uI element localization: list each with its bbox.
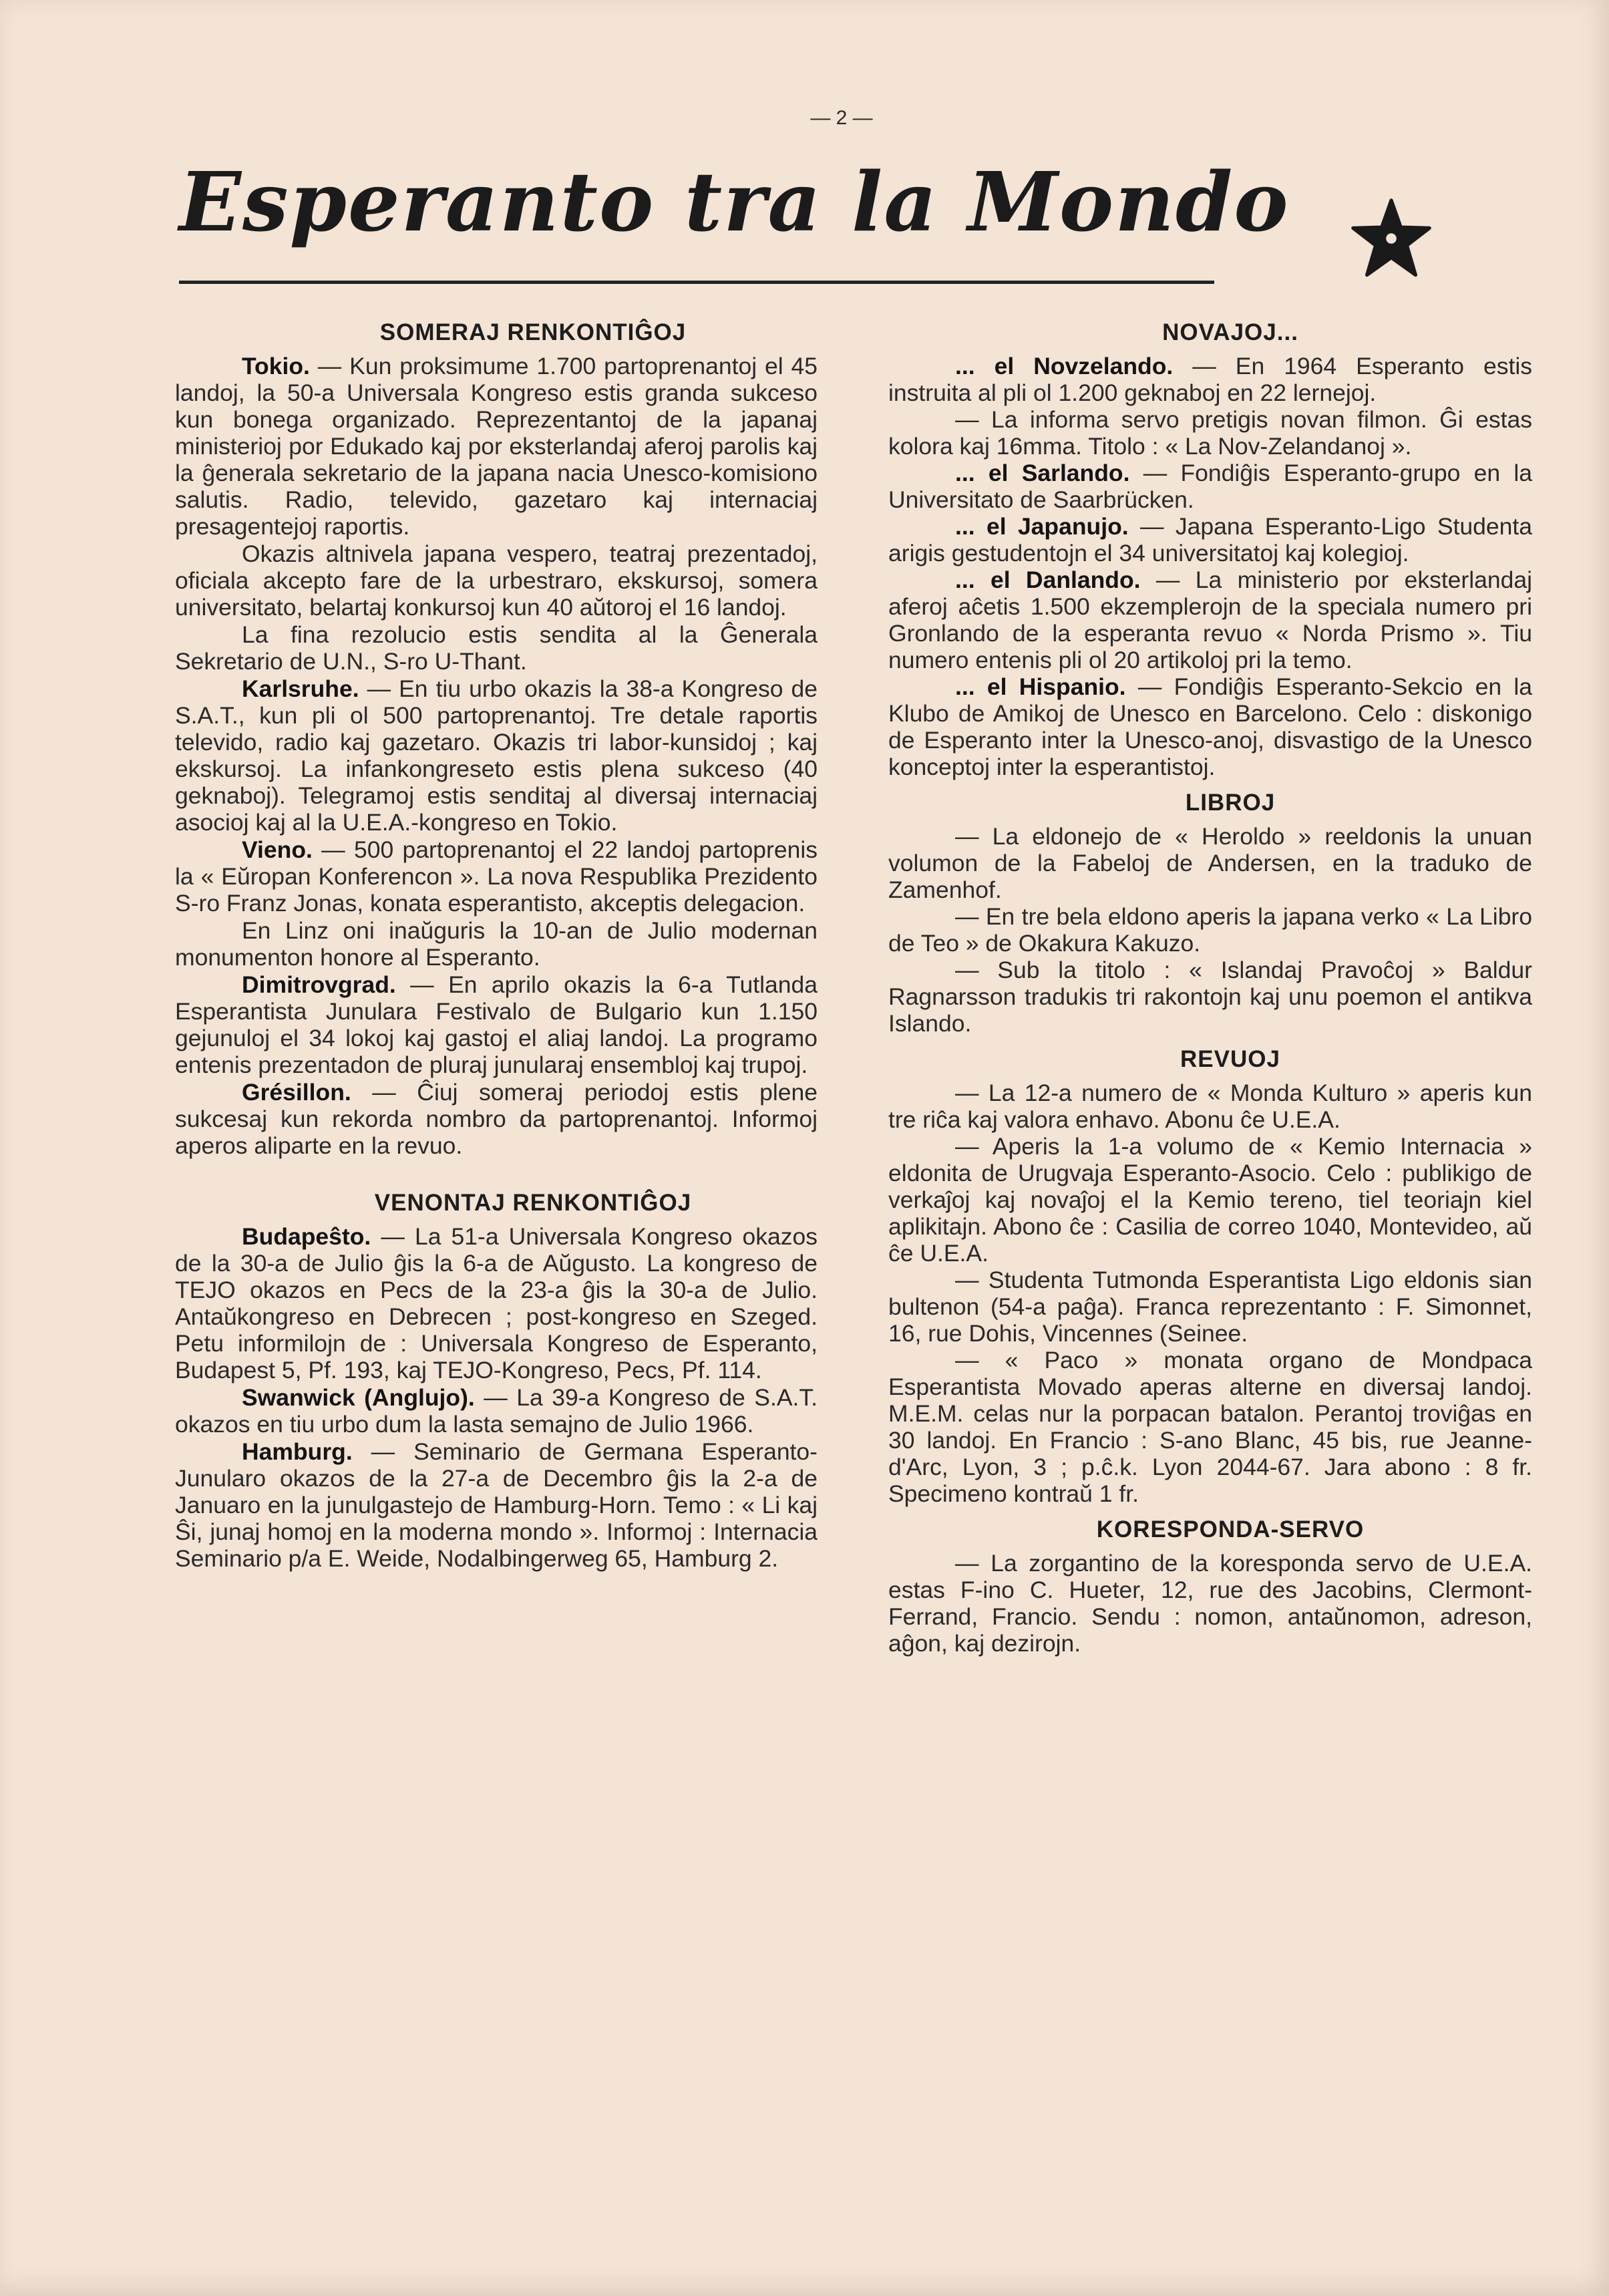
dateline: ... el Japanujo. bbox=[955, 513, 1129, 540]
paragraph-text: — Seminario de Germana Esperanto-Junularo okazos de la 27-a de Decembro ĝis la 2-a de Januaro en la junulgastejo de Hamburg-Horn. Temo : « Li kaj Ŝi, junaj homoj en la moderna mondo ». Informoj : Internacia Seminario p/a E. Weide, Nodalbingerweg 65, Hamburg 2. bbox=[175, 1438, 818, 1572]
news-paragraph bbox=[888, 1347, 1532, 1507]
news-paragraph bbox=[175, 917, 818, 971]
section-heading: SOMERAJ RENKONTIĜOJ bbox=[379, 319, 687, 345]
news-paragraph bbox=[888, 353, 1532, 406]
left-column bbox=[175, 319, 818, 1572]
news-paragraph bbox=[888, 1550, 1532, 1657]
paragraph-text: — Fondiĝis Esperanto-grupo en la Universitato de Saarbrücken. bbox=[888, 460, 1532, 513]
section-heading: NOVAJOJ... bbox=[1162, 319, 1298, 345]
section-heading: KORESPONDA-SERVO bbox=[1096, 1516, 1365, 1542]
paragraph-text: — Japana Esperanto-Ligo Studenta arigis gestudentojn el 34 universitatoj kaj kolegioj. bbox=[888, 513, 1532, 566]
dateline: Karlsruhe. bbox=[242, 675, 359, 702]
paragraph-text: — La ministerio por eksterlandaj aferoj aĉetis 1.500 ekzemplerojn de la speciala numero pri Gronlando de la esperanta revuo « Norda Prismo ». Tiu numero entenis pli ol 20 artikoloj pri la temo. bbox=[888, 566, 1532, 673]
paragraph-text: — La 39-a Kongreso de S.A.T. okazos en tiu urbo dum la lasta semajno de Julio 1966. bbox=[175, 1384, 818, 1438]
dateline: ... el Danlando. bbox=[955, 566, 1141, 593]
section-heading: REVUOJ bbox=[1180, 1046, 1280, 1072]
dateline: Vieno. bbox=[242, 836, 313, 863]
news-paragraph bbox=[888, 1080, 1532, 1133]
news-paragraph bbox=[888, 566, 1532, 673]
masthead bbox=[179, 154, 1290, 287]
news-paragraph bbox=[175, 1384, 818, 1438]
news-paragraph bbox=[175, 540, 818, 621]
news-paragraph bbox=[888, 1267, 1532, 1347]
dateline: ... el Novzelando. bbox=[955, 353, 1174, 379]
news-paragraph bbox=[175, 971, 818, 1078]
article-section bbox=[175, 319, 818, 1159]
paragraph-text: — En aprilo okazis la 6-a Tutlanda Esperantista Junulara Festivalo de Bulgario kun 1.150 gejunuloj el 34 lokoj kaj gastoj el aliaj landoj. La programo entenis prezentadon de pluraj junularaj ensembloj kaj trupoj. bbox=[175, 971, 818, 1078]
paragraph-text: — En 1964 Esperanto estis instruita al pli ol 1.200 geknaboj en 22 lernejoj. bbox=[888, 353, 1532, 406]
dateline: Tokio. bbox=[242, 353, 310, 379]
section-heading: VENONTAJ RENKONTIĜOJ bbox=[374, 1190, 692, 1216]
news-paragraph bbox=[888, 957, 1532, 1037]
article-section bbox=[175, 1190, 818, 1572]
dateline: Dimitrovgrad. bbox=[242, 971, 396, 998]
paragraph-text: — 500 partoprenantoj el 22 landoj partoprenis la « Eŭropan Konferencon ». La nova Respublika Prezidento S-ro Franz Jonas, konata esperantisto, akceptis delegacion. bbox=[175, 836, 818, 917]
paragraph-text: La fina rezolucio estis sendita al la Ĝenerala Sekretario de U.N., S-ro U-Thant. bbox=[175, 621, 818, 675]
news-paragraph bbox=[175, 1223, 818, 1383]
news-paragraph bbox=[888, 513, 1532, 566]
paragraph-text: — Studenta Tutmonda Esperantista Ligo eldonis sian bultenon (54-a paĝa). Franca reprezentanto : F. Simonnet, 16, rue Dohis, Vincennes (Seinee. bbox=[888, 1267, 1532, 1347]
paragraph-text: — En tiu urbo okazis la 38-a Kongreso de S.A.T., kun pli ol 500 partoprenantoj. Tre detale raportis televido, radio kaj gazetaro. Okazis tri labor-kunsidoj ; kaj ekskursoj. La infankongreseto estis plena sukceso (40 geknaboj). Telegramoj estis senditaj al diversaj internaciaj asocioj kaj al la U.E.A.-kongreso en Tokio. bbox=[175, 675, 818, 836]
paragraph-text: Okazis altnivela japana vespero, teatraj prezentadoj, oficiala akcepto fare de la urbestraro, ekskursoj, somera universitato, belartaj konkursoj kun 40 aŭtoroj el 16 landoj. bbox=[175, 540, 818, 621]
paragraph-text: En Linz oni inaŭguris la 10-an de Julio modernan monumenton honore al Esperanto. bbox=[175, 917, 818, 971]
masthead-title: Esperanto tra la Mondo bbox=[179, 154, 1290, 250]
paragraph-text: — La zorgantino de la koresponda servo de U.E.A. estas F-ino C. Hueter, 12, rue des Jacobins, Clermont-Ferrand, Francio. Sendu : nomon, antaŭnomon, adreson, aĝon, kaj dezirojn. bbox=[888, 1550, 1532, 1657]
news-paragraph bbox=[888, 1133, 1532, 1267]
paragraph-text: — Sub la titolo : « Islandaj Pravoĉoj » Baldur Ragnarsson tradukis tri rakontojn kaj unu poemon el antikva Islando. bbox=[888, 957, 1532, 1037]
paragraph-text: — La eldonejo de « Heroldo » reeldonis la unuan volumon de la Fabeloj de Andersen, en la traduko de Zamenhof. bbox=[888, 823, 1532, 903]
news-paragraph bbox=[175, 353, 818, 540]
news-paragraph bbox=[888, 460, 1532, 513]
paragraph-text: — Ĉiuj someraj periodoj estis plene sukcesaj kun rekorda nombro da partoprenantoj. Informoj aperos aliparte en la revuo. bbox=[175, 1079, 818, 1159]
dateline: ... el Sarlando. bbox=[955, 460, 1130, 486]
article-section bbox=[888, 790, 1532, 1037]
paragraph-text: — Aperis la 1-a volumo de « Kemio Internacia » eldonita de Urugvaja Esperanto-Asocio. Celo : publikigo de verkaĵoj kaj novaĵoj el la Kemio tereno, tiel teoriajn kiel aplikitajn. Abono ĉe : Casilia de correo 1040, Montevideo, aŭ ĉe U.E.A. bbox=[888, 1133, 1532, 1267]
article-section bbox=[888, 1046, 1532, 1507]
news-paragraph bbox=[175, 621, 818, 675]
news-paragraph bbox=[888, 673, 1532, 780]
news-paragraph bbox=[888, 406, 1532, 460]
article-section bbox=[888, 1516, 1532, 1657]
dateline: Swanwick (Anglujo). bbox=[242, 1384, 475, 1411]
news-paragraph bbox=[175, 836, 818, 917]
dateline: Hamburg. bbox=[242, 1438, 353, 1465]
paragraph-text: — La 12-a numero de « Monda Kulturo » aperis kun tre riĉa kaj valora enhavo. Abonu ĉe U.E.A. bbox=[888, 1080, 1532, 1133]
right-column bbox=[888, 319, 1532, 1657]
news-paragraph bbox=[175, 1438, 818, 1572]
paragraph-text: — Kun proksimume 1.700 partoprenantoj el 45 landoj, la 50-a Universala Kongreso estis granda sukceso kun bonega organizado. Reprezentantoj de la japanaj ministerioj por Edukado kaj por eksterlandaj aferoj parolis kaj la ĝenerala sekretario de la japana nacia Unesco-komisiono salutis. Radio, televido, gazetaro kaj internaciaj presagentejoj raportis. bbox=[175, 353, 818, 540]
news-paragraph bbox=[175, 1079, 818, 1159]
section-heading: LIBROJ bbox=[1185, 790, 1276, 816]
paragraph-text: — Fondiĝis Esperanto-Sekcio en la Klubo de Amikoj de Unesco en Barcelono. Celo : diskonigo de Esperanto inter la Unesco-anoj, disvastigo de la Unesco konceptoj inter la esperantistoj. bbox=[888, 673, 1532, 780]
star-icon bbox=[1348, 195, 1435, 282]
masthead-rule bbox=[179, 281, 1214, 284]
news-paragraph bbox=[175, 675, 818, 836]
news-paragraph bbox=[888, 903, 1532, 957]
paragraph-text: — La informa servo pretigis novan filmon. Ĝi estas kolora kaj 16mma. Titolo : « La Nov-Zelandanoj ». bbox=[888, 406, 1532, 460]
paragraph-text: — En tre bela eldono aperis la japana verko « La Libro de Teo » de Okakura Kakuzo. bbox=[888, 903, 1532, 957]
news-paragraph bbox=[888, 823, 1532, 903]
dateline: Grésillon. bbox=[242, 1079, 351, 1106]
paragraph-text: — La 51-a Universala Kongreso okazos de la 30-a de Julio ĝis la 6-a de Aŭgusto. La kongreso de TEJO okazos en Pecs de la 23-a ĝis la 30-a de Julio. Antaŭkongreso en Debrecen ; post-kongreso en Szeged. Petu informilojn de : Universala Kongreso de Esperanto, Budapest 5, Pf. 193, kaj TEJO-Kongreso, Pecs, Pf. 114. bbox=[175, 1223, 818, 1383]
article-section bbox=[888, 319, 1532, 780]
page-number: — 2 — bbox=[810, 107, 873, 129]
dateline: Budapeŝto. bbox=[242, 1223, 371, 1250]
paragraph-text: — « Paco » monata organo de Mondpaca Esperantista Movado aperas alterne en diversaj landoj. M.E.M. celas nur la porpacan batalon. Perantoj troviĝas en 30 landoj. En Francio : S-ano Blanc, 45 bis, rue Jeanne-d'Arc, Lyon, 3 ; p.ĉ.k. Lyon 2044-67. Jara abono : 8 fr. Specimeno kontraŭ 1 fr. bbox=[888, 1347, 1532, 1507]
dateline: ... el Hispanio. bbox=[955, 673, 1126, 700]
